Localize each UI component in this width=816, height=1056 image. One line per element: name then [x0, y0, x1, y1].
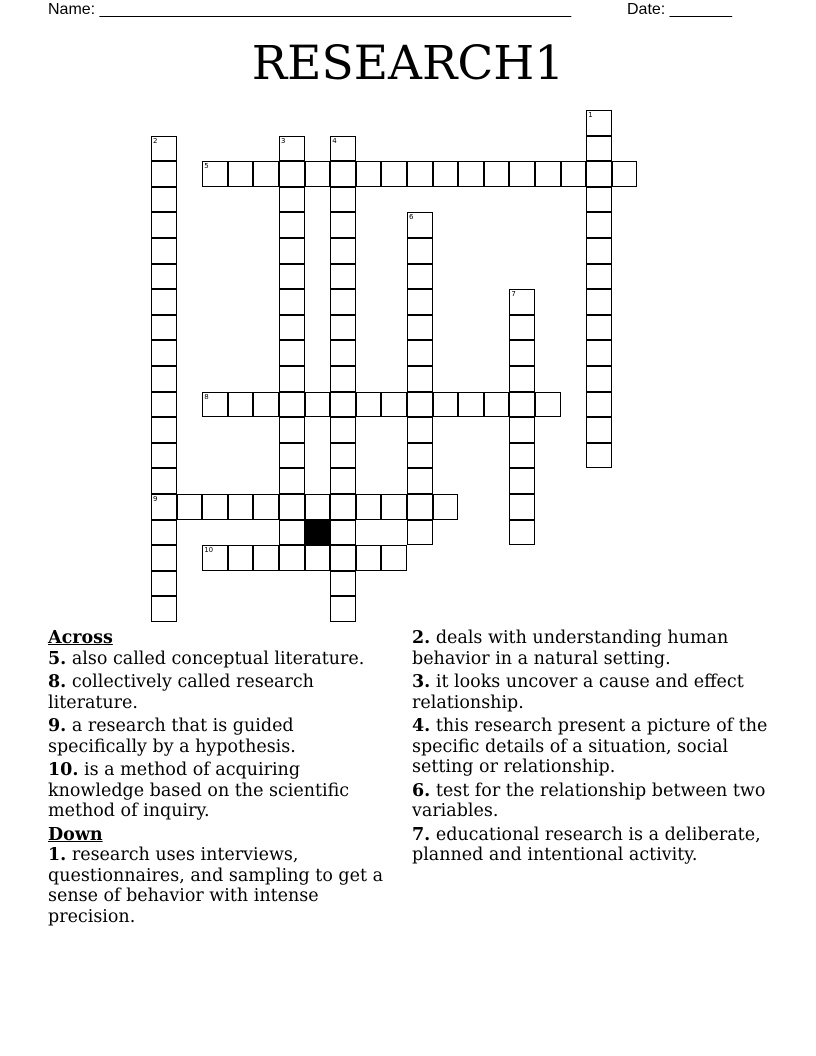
grid-cell[interactable]: [253, 392, 279, 418]
grid-cell[interactable]: [586, 264, 612, 290]
grid-cell[interactable]: [151, 545, 177, 571]
grid-cell[interactable]: [151, 289, 177, 315]
grid-cell[interactable]: [330, 494, 356, 520]
grid-cell[interactable]: [330, 571, 356, 597]
grid-cell[interactable]: [228, 392, 254, 418]
clue-number: 3: [281, 136, 286, 145]
clue-number: 7: [511, 290, 516, 299]
grid-cell[interactable]: [228, 545, 254, 571]
grid-cell[interactable]: [330, 187, 356, 213]
grid-cell[interactable]: [151, 571, 177, 597]
grid-cell[interactable]: [509, 468, 535, 494]
grid-cell[interactable]: [356, 545, 382, 571]
grid-cell[interactable]: [279, 520, 305, 546]
grid-cell[interactable]: [151, 340, 177, 366]
clue-down-3: 3. it looks uncover a cause and effect relationship.: [412, 672, 744, 713]
grid-cell[interactable]: [305, 494, 331, 520]
grid-cell[interactable]: [151, 315, 177, 341]
grid-cell[interactable]: [279, 161, 305, 187]
grid-cell[interactable]: [407, 494, 433, 520]
grid-cell[interactable]: [279, 212, 305, 238]
clue-number: 2: [153, 136, 158, 145]
grid-cell[interactable]: [279, 468, 305, 494]
grid-cell[interactable]: [407, 366, 433, 392]
grid-cell[interactable]: [151, 212, 177, 238]
grid-cell[interactable]: [381, 494, 407, 520]
grid-cell[interactable]: [279, 136, 305, 162]
grid-cell[interactable]: [305, 545, 331, 571]
clue-number: 5: [204, 162, 209, 171]
grid-cell[interactable]: [433, 392, 459, 418]
grid-cell[interactable]: [305, 161, 331, 187]
grid-cell[interactable]: [151, 596, 177, 622]
clue-number: 8: [204, 392, 209, 401]
clue-across-5: 5. also called conceptual literature.: [48, 648, 365, 669]
grid-cell[interactable]: [586, 340, 612, 366]
grid-cell[interactable]: [407, 468, 433, 494]
grid-cell[interactable]: [330, 443, 356, 469]
grid-cell[interactable]: [151, 468, 177, 494]
grid-cell[interactable]: [330, 340, 356, 366]
date-field[interactable]: Date: _______: [627, 1, 732, 18]
grid-cell[interactable]: [407, 212, 433, 238]
grid-cell[interactable]: [535, 161, 561, 187]
grid-cell[interactable]: [330, 264, 356, 290]
grid-cell[interactable]: [330, 468, 356, 494]
clues-column-right: [412, 628, 768, 869]
grid-cell[interactable]: [177, 494, 203, 520]
clue-number: 4: [332, 136, 337, 145]
grid-cell[interactable]: [330, 315, 356, 341]
grid-cell[interactable]: [279, 494, 305, 520]
grid-cell[interactable]: [151, 136, 177, 162]
grid-cell[interactable]: [586, 392, 612, 418]
grid-cell[interactable]: [202, 161, 228, 187]
grid-cell[interactable]: [381, 161, 407, 187]
clues-column-left: [48, 628, 393, 930]
grid-cell[interactable]: [407, 315, 433, 341]
grid-cell[interactable]: [151, 366, 177, 392]
grid-cell[interactable]: [330, 392, 356, 418]
grid-cell[interactable]: [279, 366, 305, 392]
grid-cell[interactable]: [509, 161, 535, 187]
grid-cell[interactable]: [509, 494, 535, 520]
clue-down-4: 4. this research present a picture of the specific details of a situation, social setting or relationship.: [412, 716, 768, 777]
grid-cell[interactable]: [586, 315, 612, 341]
grid-cell[interactable]: [586, 212, 612, 238]
grid-cell[interactable]: [407, 161, 433, 187]
grid-cell[interactable]: [586, 417, 612, 443]
clue-number: 10: [204, 546, 214, 555]
grid-cell[interactable]: [509, 443, 535, 469]
grid-cell[interactable]: [407, 392, 433, 418]
clue-down-2: 2. deals with understanding human behavior in a natural setting.: [412, 628, 729, 669]
grid-cell[interactable]: [433, 494, 459, 520]
grid-cell[interactable]: [151, 238, 177, 264]
grid-cell[interactable]: [535, 392, 561, 418]
grid-cell[interactable]: [228, 161, 254, 187]
clue-number: 1: [588, 111, 593, 119]
grid-cell[interactable]: [151, 417, 177, 443]
clue-across-9: 9. a research that is guided specifically by a hypothesis.: [48, 716, 296, 757]
down-heading: Down: [48, 824, 103, 845]
grid-cell[interactable]: [561, 161, 587, 187]
grid-cell[interactable]: [151, 520, 177, 546]
grid-cell[interactable]: [484, 161, 510, 187]
grid-cell[interactable]: [509, 315, 535, 341]
grid-cell[interactable]: [151, 494, 177, 520]
grid-cell[interactable]: [279, 315, 305, 341]
grid-cell[interactable]: [330, 417, 356, 443]
grid-cell[interactable]: [253, 494, 279, 520]
grid-cell[interactable]: [458, 161, 484, 187]
grid-cell[interactable]: [586, 289, 612, 315]
clue-down-6: 6. test for the relationship between two variables.: [412, 780, 766, 821]
grid-cell[interactable]: [509, 392, 535, 418]
grid-cell[interactable]: [279, 392, 305, 418]
clue-down-7: 7. educational research is a deliberate, planned and intentional activity.: [412, 824, 761, 865]
grid-cell[interactable]: [407, 443, 433, 469]
grid-cell[interactable]: [381, 545, 407, 571]
grid-cell[interactable]: [612, 161, 638, 187]
grid-cell[interactable]: [228, 494, 254, 520]
puzzle-title: RESEARCH1: [251, 36, 565, 91]
grid-cell[interactable]: [484, 392, 510, 418]
grid-cell[interactable]: [356, 494, 382, 520]
grid-cell[interactable]: [330, 545, 356, 571]
grid-cell[interactable]: [509, 340, 535, 366]
grid-cell[interactable]: [330, 289, 356, 315]
grid-cell[interactable]: [279, 340, 305, 366]
grid-cell[interactable]: [458, 392, 484, 418]
grid-cell[interactable]: [253, 545, 279, 571]
grid-cell[interactable]: [407, 520, 433, 546]
grid-cell[interactable]: [509, 366, 535, 392]
grid-cell[interactable]: [279, 289, 305, 315]
grid-cell[interactable]: [330, 596, 356, 622]
grid-cell[interactable]: [279, 443, 305, 469]
grid-cell[interactable]: [202, 392, 228, 418]
grid-cell[interactable]: [151, 161, 177, 187]
grid-cell[interactable]: [586, 238, 612, 264]
grid-cell[interactable]: [407, 340, 433, 366]
grid-cell[interactable]: [407, 238, 433, 264]
grid-cell[interactable]: [586, 161, 612, 187]
grid-cell[interactable]: [253, 161, 279, 187]
grid-cell[interactable]: [509, 520, 535, 546]
clue-across-10: 10. is a method of acquiring knowledge based on the scientific method of inquiry.: [48, 760, 350, 821]
grid-cell[interactable]: [330, 136, 356, 162]
grid-cell[interactable]: [330, 520, 356, 546]
grid-cell[interactable]: [586, 443, 612, 469]
grid-cell[interactable]: [330, 212, 356, 238]
grid-cell[interactable]: [330, 366, 356, 392]
grid-cell[interactable]: [151, 443, 177, 469]
grid-cell[interactable]: [279, 187, 305, 213]
grid-cell[interactable]: [381, 392, 407, 418]
grid-cell[interactable]: [586, 110, 612, 136]
grid-cell[interactable]: [202, 545, 228, 571]
clue-across-8: 8. collectively called research literature.: [48, 672, 314, 713]
grid-cell[interactable]: [279, 417, 305, 443]
grid-cell[interactable]: [356, 161, 382, 187]
clue-down-1: 1. research uses interviews, questionnaires, and sampling to get a sense of behavior with intense precision.: [48, 845, 384, 927]
grid-cell[interactable]: [151, 392, 177, 418]
grid-cell[interactable]: [407, 289, 433, 315]
grid-cell[interactable]: [586, 366, 612, 392]
grid-cell[interactable]: [407, 264, 433, 290]
grid-cell[interactable]: [433, 161, 459, 187]
clue-number: 9: [153, 495, 158, 503]
grid-cell[interactable]: [279, 545, 305, 571]
grid-cell[interactable]: [509, 417, 535, 443]
name-field[interactable]: Name: _____________________________________________________: [48, 1, 572, 18]
grid-cell[interactable]: [151, 264, 177, 290]
grid-cell[interactable]: [330, 161, 356, 187]
grid-cell[interactable]: [586, 187, 612, 213]
grid-cell[interactable]: [202, 494, 228, 520]
grid-cell[interactable]: [356, 392, 382, 418]
grid-cell[interactable]: [151, 187, 177, 213]
grid-cell[interactable]: [509, 289, 535, 315]
grid-cell[interactable]: [586, 136, 612, 162]
grid-cell[interactable]: [279, 238, 305, 264]
grid-cell[interactable]: [305, 392, 331, 418]
grid-block: [305, 520, 331, 546]
grid-cell[interactable]: [330, 238, 356, 264]
clue-number: 6: [409, 213, 414, 222]
grid-cell[interactable]: [279, 264, 305, 290]
across-heading: Across: [48, 628, 113, 648]
grid-cell[interactable]: [407, 417, 433, 443]
